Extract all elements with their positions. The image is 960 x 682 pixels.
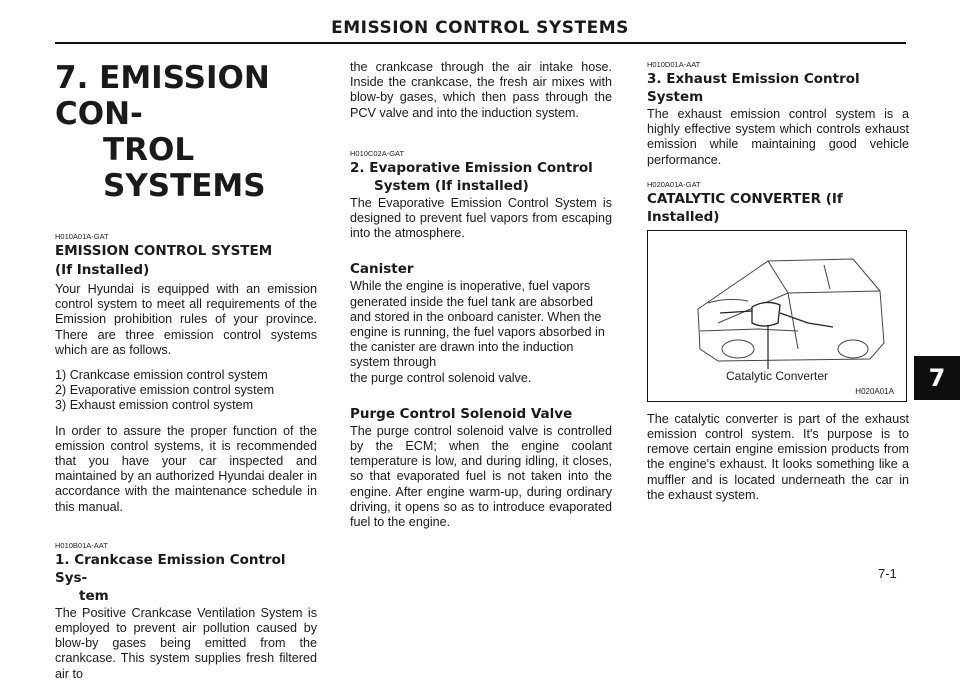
subheading-canister: Canister xyxy=(350,261,414,278)
paragraph: The purge control solenoid valve is controlled by the ECM; when the engine coolant temperature is low, and during idling, it closes, so that evaporated fuel is not taken into the engine. After engine warm-up, during ordinary driving, it opens so as to introduce evaporated fuel to the engine. xyxy=(350,423,612,530)
emission-systems-list xyxy=(55,368,317,414)
chapter-title xyxy=(55,60,317,204)
list-item: 3) Exhaust emission control system xyxy=(55,398,254,413)
subheading-purge-valve: Purge Control Solenoid Valve xyxy=(350,405,573,422)
heading-line: (If Installed) xyxy=(55,262,150,278)
heading-line: 1. Crankcase Emission Control Sys- xyxy=(55,551,286,586)
catalytic-converter-figure xyxy=(647,230,907,402)
section-code: H010C02A-GAT xyxy=(350,148,405,158)
section-code: H010A01A-GAT xyxy=(55,232,109,241)
section-code: H020A01A-GAT xyxy=(647,179,701,189)
paragraph: The Evaporative Emission Control System is designed to prevent fuel vapors from escaping into the atmosphere. xyxy=(350,195,612,241)
paragraph: The catalytic converter is part of the exhaust emission control system. It's purpose is to remove certain engine emission products from the engine's exhaust. It looks something like a muffler and is located underneath the car in the exhaust system. xyxy=(647,411,909,502)
list-item: 2) Evaporative emission control system xyxy=(55,383,275,398)
paragraph: the crankcase through the air intake hose. Inside the crankcase, the fresh air mixes with blow-by gases, which then pass through the PCV valve and into the induction system. xyxy=(350,60,612,120)
paragraph: the purge control solenoid valve. xyxy=(350,370,532,385)
paragraph: The exhaust emission control system is a highly effective system which controls exhaust emission while maintaining good vehicle performance. xyxy=(647,107,909,167)
list-item: 1) Crankcase emission control system xyxy=(55,368,268,383)
paragraph: Your Hyundai is equipped with an emission control system to meet all requirements of the Emission prohibition rules of your province. There are three emission control systems which are as follows. xyxy=(55,282,317,357)
section-heading-emission-control-system xyxy=(55,242,317,280)
section-code: H010D01A-AAT xyxy=(647,60,701,69)
paragraph: In order to assure the proper function of the emission control systems, it is recommended that you have your car inspected and maintained by an authorized Hyundai dealer in accordance with the maintenance schedule in this manual. xyxy=(55,423,317,514)
section-heading-exhaust: 3. Exhaust Emission Control System xyxy=(647,71,860,105)
heading-line: 2. Evaporative Emission Control xyxy=(350,159,593,176)
paragraph: While the engine is inoperative, fuel vapors generated inside the fuel tank are absorbed and stored in the onboard canister. When the engine is running, the fuel vapors absorbed in the canister are drawn into the induction system through xyxy=(350,279,605,370)
section-code: H010B01A-AAT xyxy=(55,540,108,550)
page-number: 7-1 xyxy=(878,566,897,581)
figure-label: Catalytic Converter xyxy=(726,368,829,383)
column-2 xyxy=(350,54,612,530)
page-header-title: EMISSION CONTROL SYSTEMS xyxy=(331,18,629,38)
chapter-tab: 7 xyxy=(914,356,960,400)
figure-code: H020A01A xyxy=(855,386,894,396)
column-3 xyxy=(647,54,909,503)
column-1 xyxy=(55,54,317,682)
section-heading-evaporative xyxy=(350,159,612,195)
chapter-title-line-2: TROL SYSTEMS xyxy=(103,132,266,204)
heading-line: tem xyxy=(79,587,109,604)
header-rule xyxy=(55,42,906,44)
section-heading-crankcase xyxy=(55,551,317,605)
paragraph: The Positive Crankcase Ventilation System is employed to prevent air pollution caused by blow-by gases being emitted from the crankcase. This system supplies fresh filtered air to xyxy=(55,605,317,681)
section-heading-catalytic-converter: CATALYTIC CONVERTER (If Installed) xyxy=(647,190,843,225)
heading-line: EMISSION CONTROL SYSTEM xyxy=(55,243,273,259)
heading-line: System (If installed) xyxy=(374,177,529,194)
chapter-title-line-1: 7. EMISSION CON- xyxy=(55,60,270,132)
